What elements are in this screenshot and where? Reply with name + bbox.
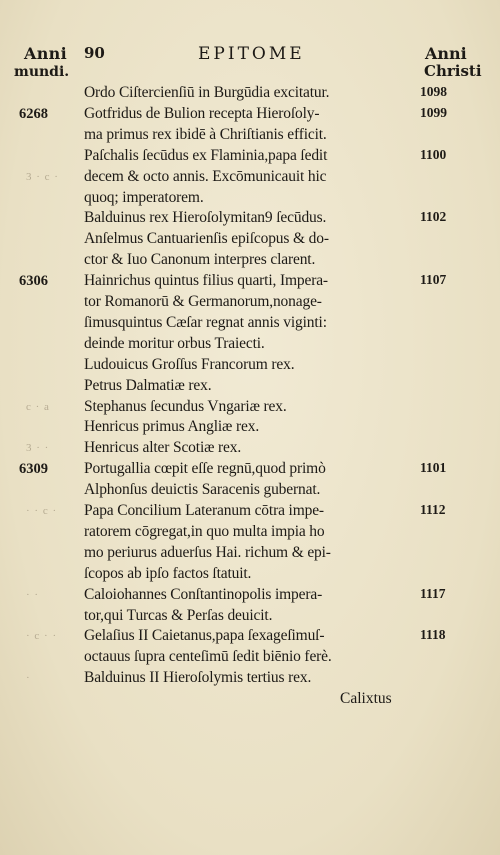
line-text: Anſelmus Cantuarienſis epiſcopus & do- [84, 230, 329, 248]
text-line [0, 335, 500, 356]
text-line [0, 565, 500, 586]
anno-mundi-year: 6306 [19, 273, 48, 290]
line-text: Ordo Ciſtercienſiū in Burgūdia excitatur. [84, 84, 330, 101]
text-line [0, 356, 500, 377]
line-text: tor,qui Turcas & Perſas deuicit. [84, 606, 273, 624]
anno-mundi-year: 6268 [19, 105, 48, 122]
page-title: EPITOME [198, 44, 305, 64]
line-text: Petrus Dalmatiæ rex. [84, 376, 212, 394]
text-line [0, 230, 500, 251]
line-text: ratorem cōgregat,in quo multa impia ho [84, 522, 325, 540]
margin-bleed-mark: · · c · [26, 505, 58, 517]
line-text: quoq; imperatorem. [84, 188, 204, 206]
anno-christi-year: 1112 [420, 502, 446, 517]
margin-bleed-mark: · · [26, 588, 40, 601]
text-line [0, 105, 500, 126]
line-text: ctor & Iuo Canonum interpres clarent. [84, 251, 316, 269]
line-text: ſimusquintus Cæſar regnat annis viginti: [84, 313, 327, 331]
line-text: ſcopos ab ipſo factos ſtatuit. [84, 564, 252, 582]
margin-bleed-mark: · c · · [26, 630, 58, 643]
text-line [0, 481, 500, 502]
text-line [0, 502, 500, 523]
text-line [0, 607, 500, 628]
anni-christi-heading: Anni [425, 44, 467, 63]
text-line [0, 147, 500, 168]
text-line [0, 209, 500, 230]
line-text: Balduinus II Hieroſolymis tertius rex. [84, 669, 312, 687]
text-line [0, 272, 500, 293]
line-text: Stephanus ſecundus Vngariæ rex. [84, 397, 287, 415]
line-text: deinde moritur orbus Traiecti. [84, 334, 265, 352]
text-line [0, 418, 500, 439]
text-line [0, 84, 500, 105]
catchword: Calixtus [340, 690, 392, 708]
line-text: Balduinus rex Hieroſolymitan9 ſecūdus. [84, 209, 327, 227]
text-line [0, 377, 500, 398]
text-line [0, 398, 500, 419]
text-line [0, 523, 500, 544]
line-text: Paſchalis ſecūdus ex Flaminia,papa ſedit [84, 146, 328, 164]
anni-christi-subheading: Christi [424, 62, 482, 80]
text-line [0, 314, 500, 335]
line-text: Portugallia cœpit eſſe regnū,quod primò [84, 460, 326, 478]
text-line [0, 669, 500, 690]
page-number: 90 [84, 44, 105, 62]
line-text: Papa Concilium Lateranum cōtra impe- [84, 502, 324, 519]
line-text: Alphonſus deuictis Saracenis gubernat. [84, 481, 321, 499]
anno-christi-year: 1107 [420, 272, 447, 288]
line-text: mo periurus aduerſus Hai. richum & epi- [84, 543, 331, 561]
anno-christi-year: 1118 [420, 627, 446, 643]
line-text: Gelaſius II Caietanus,papa ſexageſimuſ- [84, 627, 325, 645]
line-text: Caloiohannes Conſtantinopolis impera- [84, 585, 323, 603]
text-line [0, 189, 500, 210]
anno-christi-year: 1100 [420, 146, 447, 162]
line-text: octauus ſupra centeſimū ſedit biēnio ferè. [84, 648, 332, 666]
line-text: tor Romanorū & Germanorum,nonage- [84, 293, 322, 310]
anno-christi-year: 1117 [420, 585, 446, 601]
text-line [0, 460, 500, 481]
margin-bleed-mark: c · a [26, 400, 50, 413]
line-text: Henricus alter Scotiæ rex. [84, 439, 242, 457]
text-line [0, 168, 500, 189]
margin-bleed-mark: 3 · c · [26, 170, 59, 183]
line-text: Henricus primus Angliæ rex. [84, 418, 260, 436]
text-line [0, 126, 500, 147]
text-line [0, 586, 500, 607]
line-text: Gotfridus de Bulion recepta Hieroſoly- [84, 104, 320, 122]
running-header [0, 44, 500, 84]
line-text: Ludouicus Groſſus Francorum rex. [84, 355, 295, 373]
anni-mundi-heading: Anni [24, 44, 67, 63]
text-line [0, 544, 500, 565]
margin-bleed-mark: 3 · · [26, 442, 50, 455]
line-text: Hainrichus quintus filius quarti, Impera- [84, 272, 328, 290]
text-line [0, 627, 500, 648]
anno-christi-year: 1099 [420, 104, 447, 120]
text-line [0, 439, 500, 460]
text-line [0, 251, 500, 272]
text-line [0, 648, 500, 669]
line-text: decem & octo annis. Excōmunicauit hic [84, 167, 327, 185]
anno-mundi-year: 6309 [19, 461, 48, 478]
anno-christi-year: 1098 [420, 84, 447, 99]
anni-mundi-subheading: mundi. [14, 64, 70, 80]
anno-christi-year: 1102 [420, 209, 447, 225]
margin-bleed-mark: · [26, 672, 31, 685]
anno-christi-year: 1101 [420, 460, 447, 476]
line-text: ma primus rex ibidē à Chriſtianis efficit. [84, 125, 327, 143]
text-line [0, 293, 500, 314]
